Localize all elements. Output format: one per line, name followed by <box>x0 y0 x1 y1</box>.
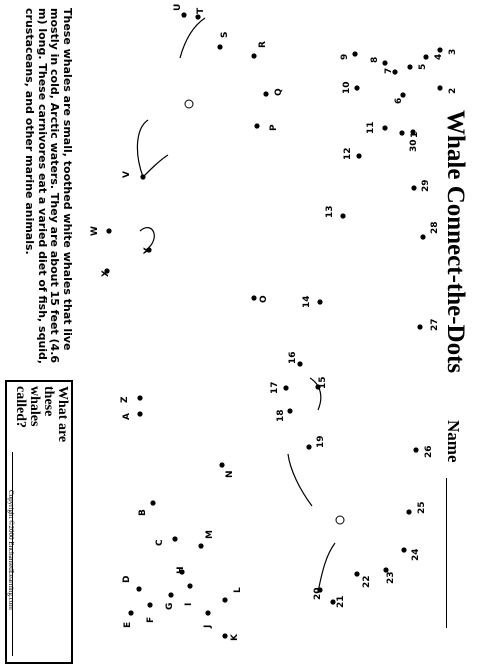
dot-label-29: 29 <box>421 179 431 192</box>
dot-label-27: 27 <box>430 318 440 331</box>
answer-box <box>5 380 73 664</box>
dot-label-e: E <box>123 621 133 628</box>
dot-label-11: 11 <box>366 121 376 134</box>
dot-label-a: A <box>122 413 132 420</box>
dot-label-1: 1 <box>410 131 420 138</box>
dot-label-z: Z <box>120 396 130 403</box>
dot-label-d: D <box>122 575 132 583</box>
dot-label-9: 9 <box>340 53 350 60</box>
dot-label-21: 21 <box>336 595 346 608</box>
dot-label-i: I <box>184 602 194 606</box>
dot-label-x: X <box>101 270 111 277</box>
page-title: Whale Connect-the-Dots <box>442 110 469 374</box>
dot-label-24: 24 <box>411 548 421 561</box>
dot-label-5: 5 <box>418 63 428 70</box>
dot-label-w: W <box>90 226 100 236</box>
dot-label-10: 10 <box>342 81 352 94</box>
dot-label-6: 6 <box>394 97 404 104</box>
dot-label-17: 17 <box>270 381 280 394</box>
dot-label-l: L <box>233 587 243 593</box>
dot-label-c: C <box>155 539 165 546</box>
dot-label-o: O <box>259 295 269 303</box>
dot-label-2: 2 <box>448 87 458 94</box>
question-text: What are these whales called? <box>13 386 70 443</box>
dot-label-g: G <box>165 602 175 610</box>
dot-label-p: P <box>269 124 279 131</box>
dot-label-19: 19 <box>316 435 326 448</box>
dot-label-23: 23 <box>386 571 396 584</box>
dot-label-16: 16 <box>288 351 298 364</box>
dot-label-h: H <box>176 566 186 574</box>
dot-label-b: B <box>138 509 148 516</box>
dot-label-3: 3 <box>448 48 458 55</box>
dot-label-m: M <box>205 530 215 539</box>
dot-label-k: K <box>230 634 240 641</box>
dot-label-u: U <box>173 3 183 11</box>
dot-label-v: V <box>122 171 132 178</box>
dot-label-26: 26 <box>424 445 434 458</box>
dot-label-7: 7 <box>384 67 394 74</box>
dot-label-18: 18 <box>276 409 286 422</box>
dot-label-t: T <box>196 7 206 14</box>
dot-label-8: 8 <box>370 56 380 63</box>
name-line[interactable] <box>446 478 447 628</box>
dot-label-20: 20 <box>313 587 323 600</box>
dot-label-28: 28 <box>430 221 440 234</box>
dot-label-s: S <box>220 31 230 38</box>
copyright-text: Copyright ©2000 EnchantedLearning.com <box>7 490 15 610</box>
dot-label-13: 13 <box>325 205 335 218</box>
dot-label-4: 4 <box>434 53 444 60</box>
description-text: These whales are small, toothed white whales that live mostly in cold, Arctic waters. They are about 15 feet (4.6 m) long. These carnivores eat a varied diet of fish, squid, crustaceans, and other marine animals. <box>23 8 74 365</box>
dot-label-12: 12 <box>343 147 353 160</box>
dot-label-q: Q <box>274 88 284 96</box>
dot-label-30: 30 <box>409 139 419 152</box>
dot-label-r: R <box>258 41 268 48</box>
dot-label-25: 25 <box>417 501 427 514</box>
dot-label-15: 15 <box>318 376 328 389</box>
dot-label-f: F <box>146 616 156 623</box>
dot-label-14: 14 <box>302 295 312 308</box>
name-label: Name <box>444 420 463 463</box>
dot-label-y: Y <box>143 247 153 254</box>
dot-label-j: J <box>203 624 213 628</box>
dot-label-22: 22 <box>362 575 372 588</box>
dot-label-n: N <box>225 470 235 478</box>
